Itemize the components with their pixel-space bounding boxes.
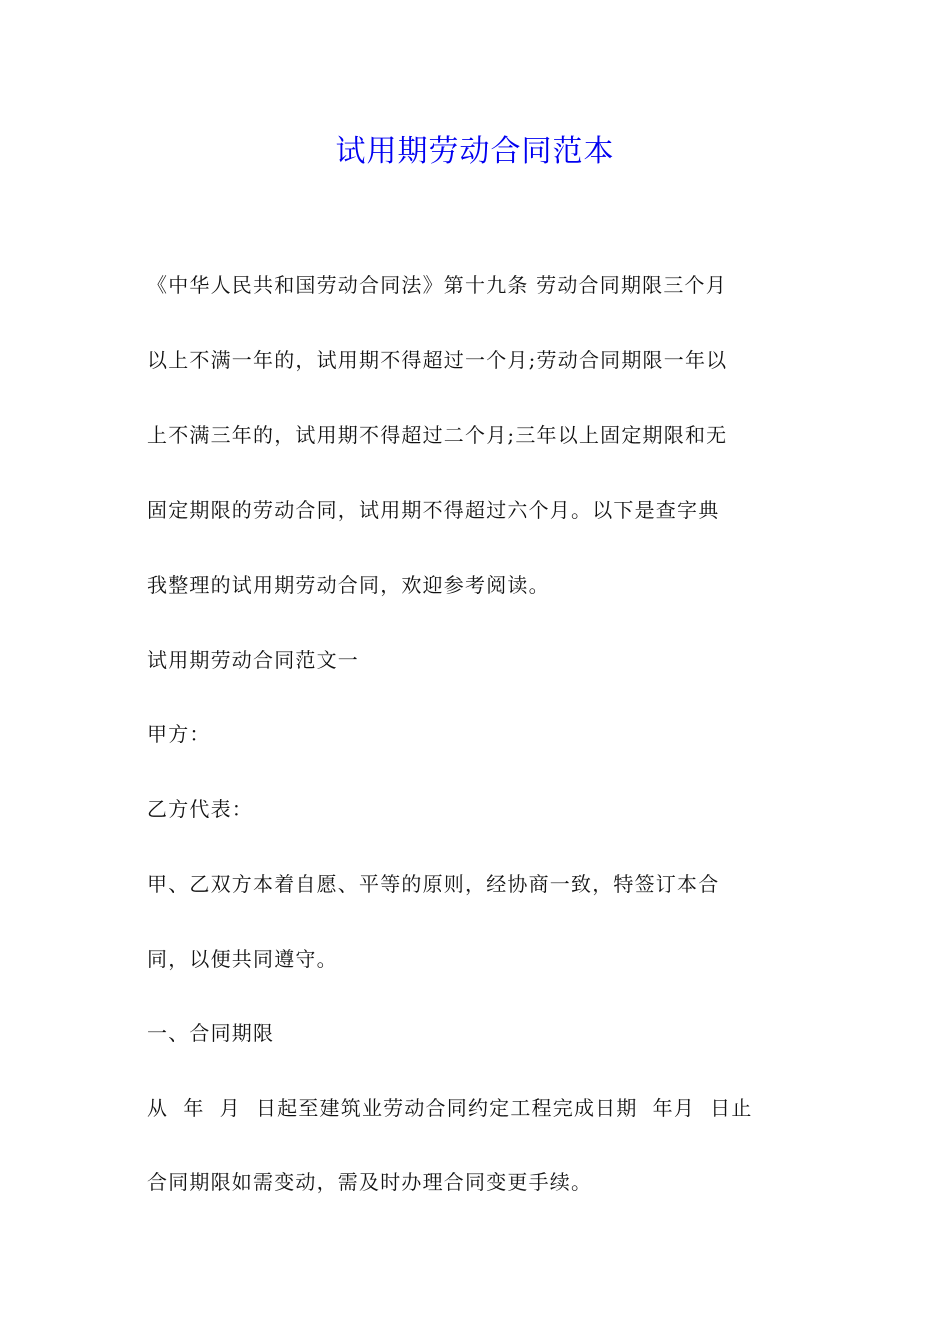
paragraph-line: 《中华人民共和国劳动合同法》第十九条 劳动合同期限三个月 (147, 273, 727, 297)
party-b-label: 乙方代表： (147, 797, 253, 821)
paragraph-line: 以上不满一年的，试用期不得超过一个月;劳动合同期限一年以 (147, 348, 728, 372)
document-body (147, 0, 807, 1344)
paragraph-line: 甲、乙双方本着自愿、平等的原则，经协商一致，特签订本合 (147, 872, 720, 896)
document-title: 试用期劳动合同范本 (335, 134, 615, 169)
paragraph-line: 合同期限如需变动，需及时办理合同变更手续。 (147, 1170, 593, 1194)
paragraph-line: 我整理的试用期劳动合同，欢迎参考阅读。 (147, 573, 550, 597)
clause-heading: 一、合同期限 (147, 1021, 275, 1045)
paragraph-line: 固定期限的劳动合同，试用期不得超过六个月。以下是查字典 (147, 498, 720, 522)
paragraph-line: 同，以便共同遵守。 (147, 947, 338, 971)
paragraph-line: 上不满三年的，试用期不得超过二个月;三年以上固定期限和无 (147, 423, 728, 447)
section-heading: 试用期劳动合同范文一 (147, 648, 359, 672)
party-a-label: 甲方： (147, 722, 211, 746)
paragraph-line: 从 年 月 日起至建筑业劳动合同约定工程完成日期 年月 日止 (147, 1096, 753, 1120)
